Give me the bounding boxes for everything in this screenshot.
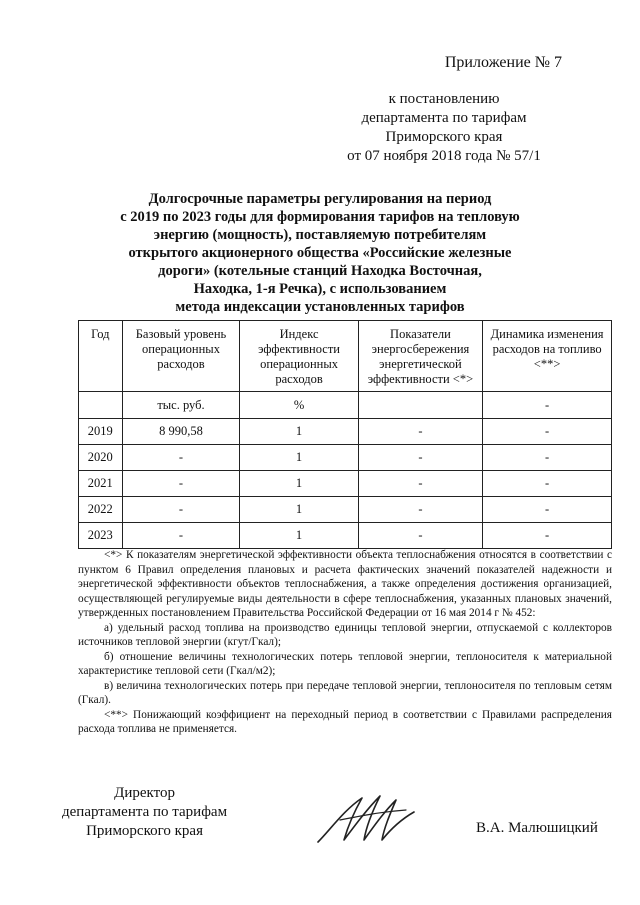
resolution-line: от 07 ноября 2018 года № 57/1 bbox=[347, 148, 541, 164]
header-fuel-dynamics: Динамика изменения расходов на топливо <**> bbox=[483, 321, 612, 392]
header-efficiency-index: Индекс эффективности операционных расходов bbox=[240, 321, 358, 392]
parameters-table bbox=[78, 320, 612, 549]
resolution-line: к постановлению bbox=[388, 91, 500, 107]
base-cell: - bbox=[122, 497, 240, 523]
resolution-line: департамента по тарифам bbox=[361, 110, 527, 126]
unit-cell: % bbox=[240, 392, 358, 419]
base-cell: - bbox=[122, 471, 240, 497]
unit-cell: - bbox=[483, 392, 612, 419]
appendix-label: Приложение № 7 bbox=[444, 54, 562, 71]
index-cell: 1 bbox=[240, 471, 358, 497]
table-row bbox=[79, 445, 612, 471]
fuel-cell: - bbox=[483, 419, 612, 445]
table-units-row bbox=[79, 392, 612, 419]
header-energy-saving: Показатели энергосбережения энергетической эффективности <*> bbox=[358, 321, 483, 392]
fuel-cell: - bbox=[483, 497, 612, 523]
table-row bbox=[79, 523, 612, 549]
signatory-name: В.А. Малюшицкий bbox=[476, 820, 598, 836]
table-row bbox=[79, 419, 612, 445]
index-cell: 1 bbox=[240, 445, 358, 471]
base-cell: - bbox=[122, 523, 240, 549]
header-year: Год bbox=[79, 321, 123, 392]
energy-cell: - bbox=[358, 419, 483, 445]
fuel-cell: - bbox=[483, 445, 612, 471]
table-row bbox=[79, 471, 612, 497]
document-title bbox=[80, 190, 560, 316]
title-line: дороги» (котельные станций Находка Восточная, bbox=[158, 263, 482, 279]
year-cell: 2022 bbox=[79, 497, 123, 523]
base-cell: - bbox=[122, 445, 240, 471]
title-line: энергию (мощность), поставляемую потребителям bbox=[153, 227, 487, 243]
unit-cell: тыс. руб. bbox=[122, 392, 240, 419]
index-cell: 1 bbox=[240, 419, 358, 445]
title-line: открытого акционерного общества «Российские железные bbox=[128, 245, 512, 261]
fuel-cell: - bbox=[483, 471, 612, 497]
energy-cell: - bbox=[358, 471, 483, 497]
year-cell: 2019 bbox=[79, 419, 123, 445]
footnote-item-b: б) отношение величины технологических потерь тепловой энергии, теплоносителя к материальной характеристике тепловой сети (Гкал/м2); bbox=[78, 650, 612, 677]
unit-cell bbox=[79, 392, 123, 419]
handwritten-signature bbox=[310, 790, 430, 850]
year-cell: 2020 bbox=[79, 445, 123, 471]
table-row bbox=[79, 497, 612, 523]
position-line: Директор bbox=[114, 785, 175, 801]
year-cell: 2021 bbox=[79, 471, 123, 497]
footnote-item-c: в) величина технологических потерь при передаче тепловой энергии, теплоносителя по тепловым сетям (Гкал). bbox=[78, 679, 612, 706]
year-cell: 2023 bbox=[79, 523, 123, 549]
index-cell: 1 bbox=[240, 497, 358, 523]
position-line: департамента по тарифам bbox=[62, 804, 228, 820]
resolution-line: Приморского края bbox=[385, 129, 503, 145]
unit-cell bbox=[358, 392, 483, 419]
position-line: Приморского края bbox=[86, 823, 203, 839]
title-line: Находка, 1-я Речка), с использованием bbox=[193, 281, 447, 297]
footnotes bbox=[78, 548, 612, 737]
resolution-reference bbox=[314, 90, 574, 166]
footnote-energy-efficiency: <*> К показателям энергетической эффективности объекта теплоснабжения относятся в соответствии с пунктом 6 Правил определения плановых и расчета фактических значений показателей надежности и энергетической эффективности объектов теплоснабжения, а также определения достижения организацией, осуществляющей регулируемые виды деятельности в сфере теплоснабжения, указанных плановых значений, утвержденных постановлением Правительства Российской Федерации от 16 мая 2014 г № 452: bbox=[78, 549, 612, 619]
header-base-expenses: Базовый уровень операционных расходов bbox=[122, 321, 240, 392]
fuel-cell: - bbox=[483, 523, 612, 549]
title-line: Долгосрочные параметры регулирования на период bbox=[148, 191, 492, 207]
signatory-position bbox=[62, 784, 227, 841]
base-cell: 8 990,58 bbox=[122, 419, 240, 445]
energy-cell: - bbox=[358, 523, 483, 549]
energy-cell: - bbox=[358, 445, 483, 471]
title-line: с 2019 по 2023 годы для формирования тарифов на тепловую bbox=[120, 209, 520, 225]
index-cell: 1 bbox=[240, 523, 358, 549]
footnote-item-a: а) удельный расход топлива на производство единицы тепловой энергии, отпускаемой с коллекторов источников тепловой энергии (кгут/Гкал); bbox=[78, 621, 612, 648]
title-line: метода индексации установленных тарифов bbox=[175, 299, 465, 315]
energy-cell: - bbox=[358, 497, 483, 523]
footnote-fuel: <**> Понижающий коэффициент на переходный период в соответствии с Правилами распределения расхода топлива не применяется. bbox=[78, 708, 612, 735]
table-header-row bbox=[79, 321, 612, 392]
